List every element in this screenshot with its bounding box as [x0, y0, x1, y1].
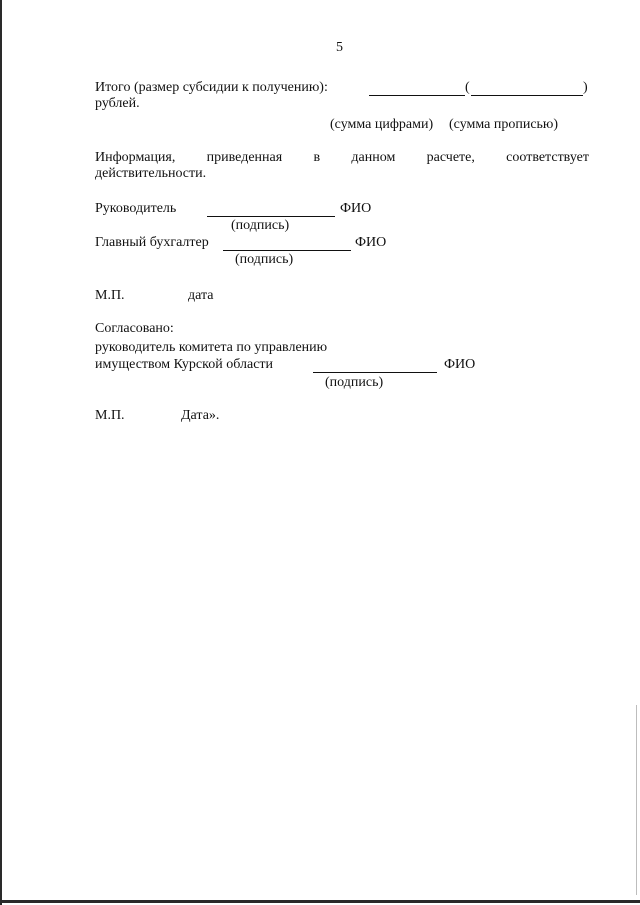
approval-signature-hint: (подпись)	[325, 375, 384, 390]
info-word: расчете,	[426, 150, 475, 165]
head-name: ФИО	[340, 201, 372, 216]
date-label-2: Дата».	[181, 408, 220, 423]
accountant-label: Главный бухгалтер	[95, 235, 209, 250]
page-number: 5	[336, 40, 343, 55]
sum-digits-line	[369, 81, 465, 96]
info-word: Информация,	[95, 150, 176, 165]
accountant-signature-hint: (подпись)	[235, 252, 294, 267]
info-word: в	[313, 150, 321, 165]
hint-sum-digits: (сумма цифрами)	[330, 117, 434, 132]
head-signature-hint: (подпись)	[231, 218, 290, 233]
currency-label: рублей.	[95, 96, 140, 111]
approval-line-1: руководитель комитета по управлению	[95, 340, 328, 355]
accountant-signature-line	[223, 236, 351, 251]
head-signature-line	[207, 202, 335, 217]
info-line-2: действительности.	[95, 166, 207, 181]
close-paren: )	[583, 80, 588, 95]
info-word: соответствует	[506, 150, 589, 165]
info-word: приведенная	[206, 150, 283, 165]
approval-name: ФИО	[444, 357, 476, 372]
approval-signature-line	[313, 358, 437, 373]
total-label: Итого (размер субсидии к получению):	[95, 80, 328, 95]
scan-bottom-edge	[0, 900, 640, 903]
hint-sum-words: (сумма прописью)	[449, 117, 559, 132]
sum-words-line	[471, 81, 583, 96]
stamp-mp-1: М.П.	[95, 288, 125, 303]
open-paren: (	[465, 80, 470, 95]
scan-right-edge-marks	[636, 705, 637, 895]
approval-line-2: имуществом Курской области	[95, 357, 274, 372]
stamp-mp-2: М.П.	[95, 408, 125, 423]
head-label: Руководитель	[95, 201, 177, 216]
approval-title: Согласовано:	[95, 321, 174, 336]
info-word: данном	[351, 150, 396, 165]
scan-left-edge	[0, 0, 2, 905]
date-label-1: дата	[188, 288, 214, 303]
accountant-name: ФИО	[355, 235, 387, 250]
info-line-1	[95, 150, 589, 167]
